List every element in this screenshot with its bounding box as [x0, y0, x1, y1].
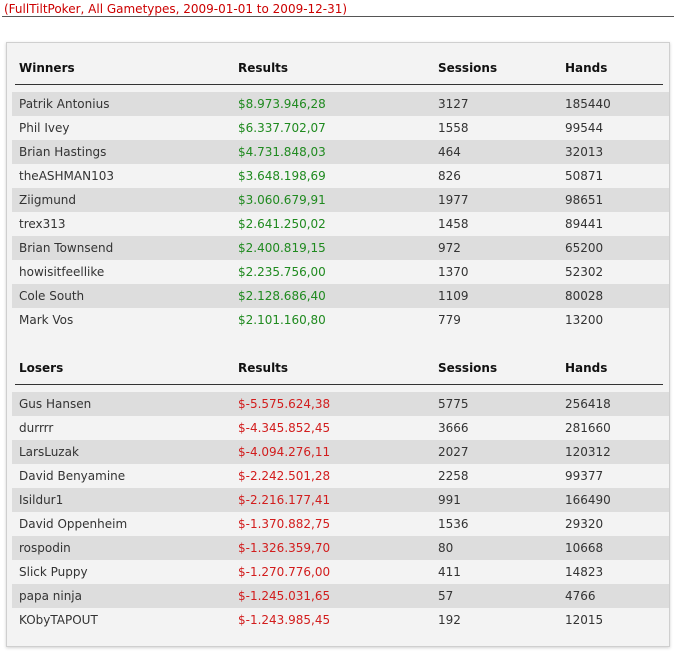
winners-header-results: Results: [238, 61, 289, 75]
table-row: [12, 164, 669, 188]
winners-table: [12, 43, 669, 327]
player-hands: 256418: [565, 397, 611, 411]
player-hands: 281660: [565, 421, 611, 435]
player-hands: 99377: [565, 469, 604, 483]
table-row: [12, 560, 669, 584]
player-sessions: 1370: [438, 265, 469, 279]
losers-header-row: [12, 343, 669, 385]
player-result: $-2.216.177,41: [238, 493, 331, 507]
player-name: rospodin: [19, 541, 71, 555]
winners-header-hands: Hands: [565, 61, 608, 75]
player-hands: 32013: [565, 145, 604, 159]
player-name: howisitfeellike: [19, 265, 105, 279]
player-result: $2.641.250,02: [238, 217, 326, 231]
player-result: $2.235.756,00: [238, 265, 326, 279]
player-sessions: 972: [438, 241, 461, 255]
winners-rows: [12, 92, 669, 332]
player-sessions: 192: [438, 613, 461, 627]
report-caption: (FullTiltPoker, All Gametypes, 2009-01-01 to 2009-12-31): [4, 2, 348, 16]
player-name: LarsLuzak: [19, 445, 79, 459]
player-name: Phil Ivey: [19, 121, 70, 135]
player-hands: 89441: [565, 217, 604, 231]
losers-table: [12, 343, 669, 627]
player-result: $2.400.819,15: [238, 241, 326, 255]
player-name: David Oppenheim: [19, 517, 128, 531]
player-sessions: 411: [438, 565, 461, 579]
player-hands: 98651: [565, 193, 604, 207]
player-hands: 12015: [565, 613, 604, 627]
player-name: KObyTAPOUT: [19, 613, 98, 627]
player-name: Cole South: [19, 289, 85, 303]
winners-header-sessions: Sessions: [438, 61, 498, 75]
table-row: [12, 416, 669, 440]
player-hands: 50871: [565, 169, 604, 183]
table-row: [12, 488, 669, 512]
player-name: Gus Hansen: [19, 397, 92, 411]
player-hands: 80028: [565, 289, 604, 303]
player-sessions: 1558: [438, 121, 469, 135]
player-result: $4.731.848,03: [238, 145, 326, 159]
player-sessions: 2027: [438, 445, 469, 459]
player-result: $-4.345.852,45: [238, 421, 331, 435]
player-result: $-1.270.776,00: [238, 565, 331, 579]
player-name: theASHMAN103: [19, 169, 114, 183]
results-panel: [6, 42, 670, 647]
player-name: durrrr: [19, 421, 54, 435]
player-result: $-1.245.031,65: [238, 589, 331, 603]
winners-header-row: [12, 43, 669, 85]
losers-header-name: Losers: [19, 361, 64, 375]
player-result: $-1.326.359,70: [238, 541, 331, 555]
player-result: $8.973.946,28: [238, 97, 326, 111]
table-row: [12, 140, 669, 164]
player-sessions: 991: [438, 493, 461, 507]
player-result: $3.648.198,69: [238, 169, 326, 183]
player-sessions: 826: [438, 169, 461, 183]
player-hands: 65200: [565, 241, 604, 255]
player-sessions: 1536: [438, 517, 469, 531]
player-result: $-1.370.882,75: [238, 517, 331, 531]
losers-header-hands: Hands: [565, 361, 608, 375]
player-sessions: 1977: [438, 193, 469, 207]
player-name: Ziigmund: [19, 193, 77, 207]
table-row: [12, 284, 669, 308]
player-name: Brian Townsend: [19, 241, 114, 255]
table-row: [12, 236, 669, 260]
player-hands: 99544: [565, 121, 604, 135]
player-hands: 120312: [565, 445, 611, 459]
player-result: $3.060.679,91: [238, 193, 326, 207]
player-result: $-2.242.501,28: [238, 469, 331, 483]
table-row: [12, 308, 669, 332]
player-result: $2.101.160,80: [238, 313, 326, 327]
player-result: $2.128.686,40: [238, 289, 326, 303]
player-result: $-4.094.276,11: [238, 445, 331, 459]
table-row: [12, 584, 669, 608]
player-name: David Benyamine: [19, 469, 126, 483]
losers-header-results: Results: [238, 361, 289, 375]
table-row: [12, 512, 669, 536]
table-row: [12, 260, 669, 284]
player-name: Brian Hastings: [19, 145, 107, 159]
player-sessions: 57: [438, 589, 454, 603]
player-name: Slick Puppy: [19, 565, 88, 579]
player-sessions: 1458: [438, 217, 469, 231]
caption-divider: [2, 16, 674, 17]
player-result: $6.337.702,07: [238, 121, 326, 135]
player-hands: 29320: [565, 517, 604, 531]
player-name: trex313: [19, 217, 66, 231]
player-name: papa ninja: [19, 589, 82, 603]
winners-header-name: Winners: [19, 61, 75, 75]
player-sessions: 1109: [438, 289, 469, 303]
losers-header-sessions: Sessions: [438, 361, 498, 375]
player-sessions: 2258: [438, 469, 469, 483]
player-result: $-5.575.624,38: [238, 397, 331, 411]
table-row: [12, 536, 669, 560]
table-row: [12, 464, 669, 488]
player-hands: 166490: [565, 493, 611, 507]
player-hands: 185440: [565, 97, 611, 111]
player-hands: 52302: [565, 265, 604, 279]
winners-header-divider: [15, 84, 663, 85]
table-row: [12, 608, 669, 632]
player-sessions: 779: [438, 313, 461, 327]
player-sessions: 3127: [438, 97, 469, 111]
player-sessions: 3666: [438, 421, 469, 435]
player-sessions: 464: [438, 145, 461, 159]
player-hands: 13200: [565, 313, 604, 327]
table-row: [12, 440, 669, 464]
losers-header-divider: [15, 384, 663, 385]
player-result: $-1.243.985,45: [238, 613, 331, 627]
player-name: Patrik Antonius: [19, 97, 110, 111]
player-hands: 10668: [565, 541, 604, 555]
losers-rows: [12, 392, 669, 632]
player-hands: 4766: [565, 589, 596, 603]
table-row: [12, 188, 669, 212]
table-row: [12, 392, 669, 416]
player-name: Mark Vos: [19, 313, 74, 327]
player-sessions: 5775: [438, 397, 469, 411]
player-hands: 14823: [565, 565, 604, 579]
table-row: [12, 92, 669, 116]
table-row: [12, 212, 669, 236]
table-row: [12, 116, 669, 140]
player-sessions: 80: [438, 541, 454, 555]
player-name: Isildur1: [19, 493, 64, 507]
